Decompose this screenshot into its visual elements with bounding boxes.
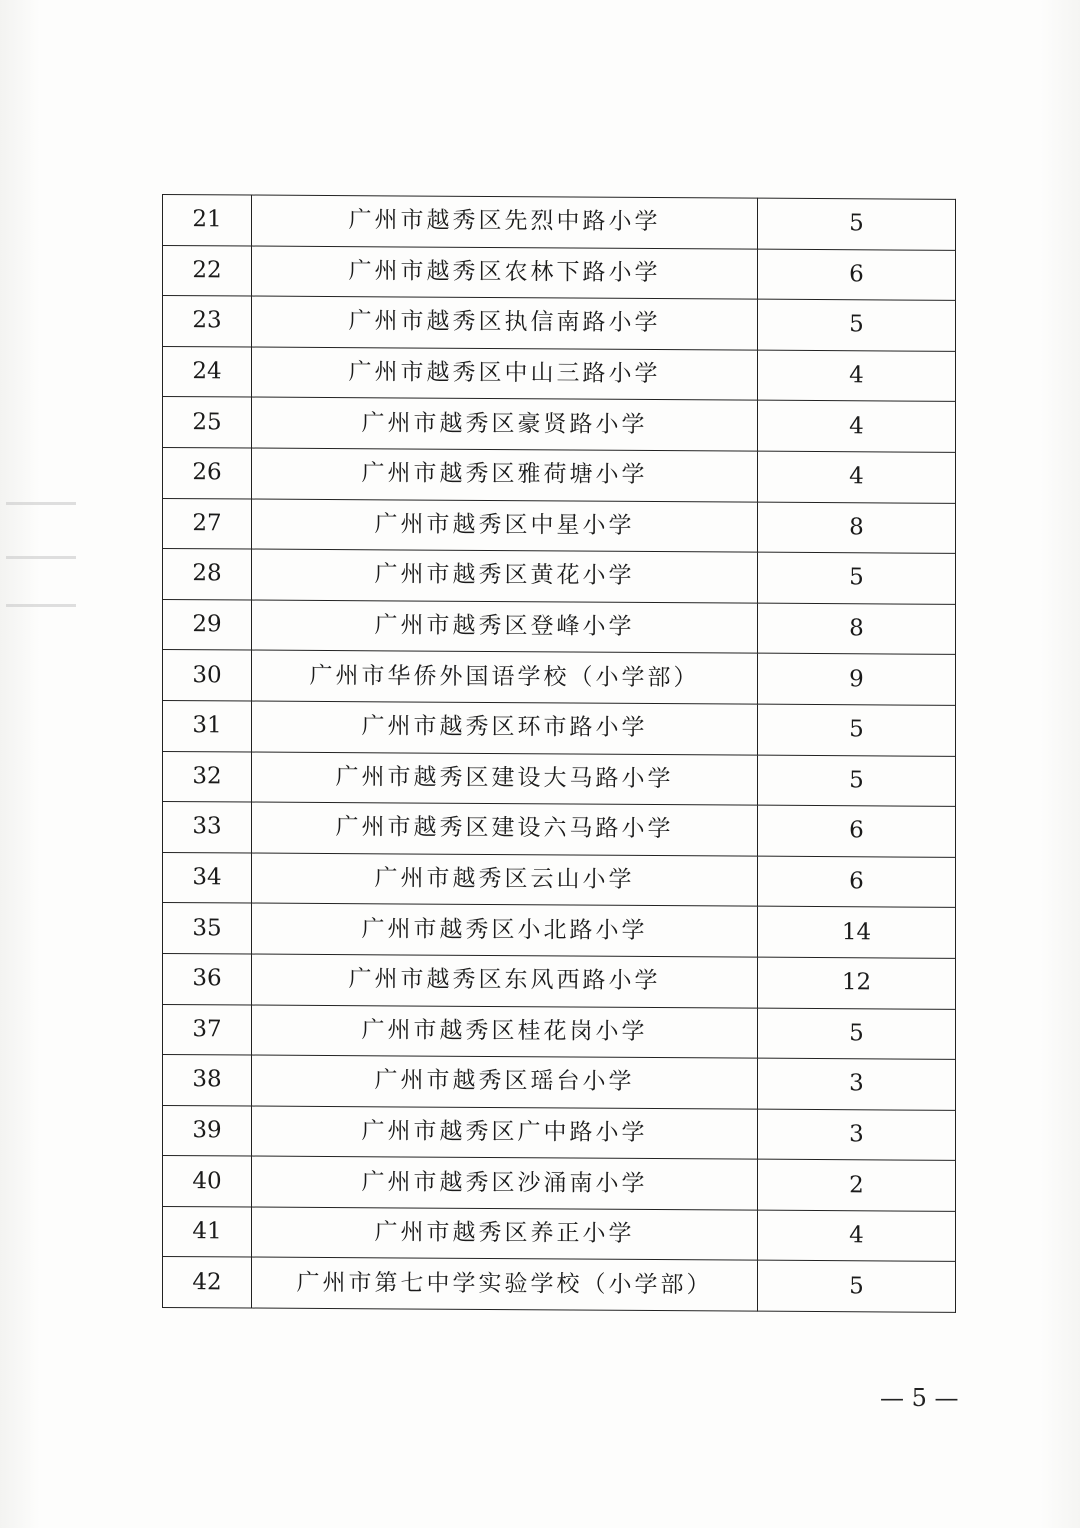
row-number-cell: 31 <box>163 700 252 751</box>
row-number-cell: 35 <box>163 903 252 954</box>
table-row <box>163 296 956 351</box>
school-name-cell: 广州市越秀区环市路小学 <box>252 701 758 755</box>
school-name-cell: 广州市越秀区中星小学 <box>252 499 758 553</box>
table-row <box>163 903 956 958</box>
table-row <box>163 549 956 604</box>
table-row <box>163 245 956 300</box>
quota-count-cell: 5 <box>758 1008 956 1060</box>
school-name-cell: 广州市越秀区养正小学 <box>252 1207 758 1261</box>
row-number-cell: 32 <box>163 751 252 802</box>
school-name-cell: 广州市华侨外国语学校（小学部） <box>252 650 758 704</box>
table-row <box>163 1206 956 1261</box>
school-name-cell: 广州市越秀区沙涌南小学 <box>252 1156 758 1210</box>
school-name-cell: 广州市越秀区小北路小学 <box>252 903 758 957</box>
table-row <box>163 852 956 907</box>
quota-count-cell: 5 <box>758 755 956 807</box>
row-number-cell: 42 <box>163 1257 252 1308</box>
quota-count-cell: 6 <box>758 249 956 301</box>
school-name-cell: 广州市越秀区建设六马路小学 <box>252 802 758 856</box>
quota-count-cell: 2 <box>758 1159 956 1211</box>
school-name-cell: 广州市越秀区农林下路小学 <box>252 246 758 300</box>
table-row <box>163 498 956 553</box>
quota-count-cell: 4 <box>758 401 956 453</box>
row-number-cell: 27 <box>163 498 252 549</box>
quota-count-cell: 5 <box>758 704 956 756</box>
row-number-cell: 41 <box>163 1206 252 1257</box>
row-number-cell: 21 <box>163 195 252 246</box>
quota-count-cell: 3 <box>758 1109 956 1161</box>
row-number-cell: 23 <box>163 296 252 347</box>
quota-count-cell: 5 <box>758 198 956 250</box>
page-number: — 5 — <box>880 1384 959 1412</box>
row-number-cell: 24 <box>163 346 252 397</box>
table-row <box>163 195 956 250</box>
school-name-cell: 广州市越秀区执信南路小学 <box>252 296 758 350</box>
school-name-cell: 广州市越秀区桂花岗小学 <box>252 1005 758 1059</box>
quota-count-cell: 8 <box>758 603 956 655</box>
school-name-cell: 广州市越秀区东风西路小学 <box>252 954 758 1008</box>
quota-count-cell: 5 <box>758 299 956 351</box>
quota-count-cell: 12 <box>758 957 956 1009</box>
table-row <box>163 751 956 806</box>
school-name-cell: 广州市越秀区登峰小学 <box>252 600 758 654</box>
row-number-cell: 40 <box>163 1156 252 1207</box>
school-name-cell: 广州市第七中学实验学校（小学部） <box>252 1258 758 1312</box>
quota-count-cell: 14 <box>758 906 956 958</box>
school-name-cell: 广州市越秀区雅荷塘小学 <box>252 448 758 502</box>
quota-count-cell: 5 <box>758 1261 956 1313</box>
table-row <box>163 802 956 857</box>
row-number-cell: 29 <box>163 599 252 650</box>
school-name-cell: 广州市越秀区建设大马路小学 <box>252 752 758 806</box>
table-row <box>163 599 956 654</box>
school-name-cell: 广州市越秀区中山三路小学 <box>252 347 758 401</box>
table-row <box>163 346 956 401</box>
row-number-cell: 30 <box>163 650 252 701</box>
school-name-cell: 广州市越秀区瑶台小学 <box>252 1055 758 1109</box>
quota-count-cell: 3 <box>758 1058 956 1110</box>
quota-count-cell: 4 <box>758 350 956 402</box>
quota-count-cell: 9 <box>758 653 956 705</box>
table-row <box>163 1105 956 1160</box>
row-number-cell: 28 <box>163 549 252 600</box>
quota-count-cell: 8 <box>758 502 956 554</box>
table-row <box>163 700 956 755</box>
quota-count-cell: 5 <box>758 552 956 604</box>
quota-count-cell: 6 <box>758 805 956 857</box>
row-number-cell: 38 <box>163 1055 252 1106</box>
table-row <box>163 447 956 502</box>
school-name-cell: 广州市越秀区黄花小学 <box>252 549 758 603</box>
row-number-cell: 34 <box>163 852 252 903</box>
table-row <box>163 953 956 1008</box>
school-name-cell: 广州市越秀区豪贤路小学 <box>252 397 758 451</box>
school-name-cell: 广州市越秀区广中路小学 <box>252 1106 758 1160</box>
quota-count-cell: 4 <box>758 1210 956 1262</box>
row-number-cell: 36 <box>163 953 252 1004</box>
row-number-cell: 39 <box>163 1105 252 1156</box>
school-name-cell: 广州市越秀区先烈中路小学 <box>252 195 758 249</box>
table-row <box>163 1156 956 1211</box>
scan-artifact <box>6 604 76 607</box>
row-number-cell: 25 <box>163 397 252 448</box>
school-quota-table <box>162 194 956 1313</box>
scan-artifact <box>6 502 76 505</box>
row-number-cell: 22 <box>163 245 252 296</box>
table-row <box>163 1055 956 1110</box>
row-number-cell: 33 <box>163 802 252 853</box>
table-row <box>163 397 956 452</box>
school-name-cell: 广州市越秀区云山小学 <box>252 853 758 907</box>
row-number-cell: 37 <box>163 1004 252 1055</box>
table-row <box>163 1004 956 1059</box>
table-row <box>163 1257 956 1312</box>
quota-count-cell: 4 <box>758 451 956 503</box>
scan-artifact <box>6 556 76 559</box>
table-body <box>163 195 956 1313</box>
row-number-cell: 26 <box>163 447 252 498</box>
table-row <box>163 650 956 705</box>
quota-count-cell: 6 <box>758 856 956 908</box>
